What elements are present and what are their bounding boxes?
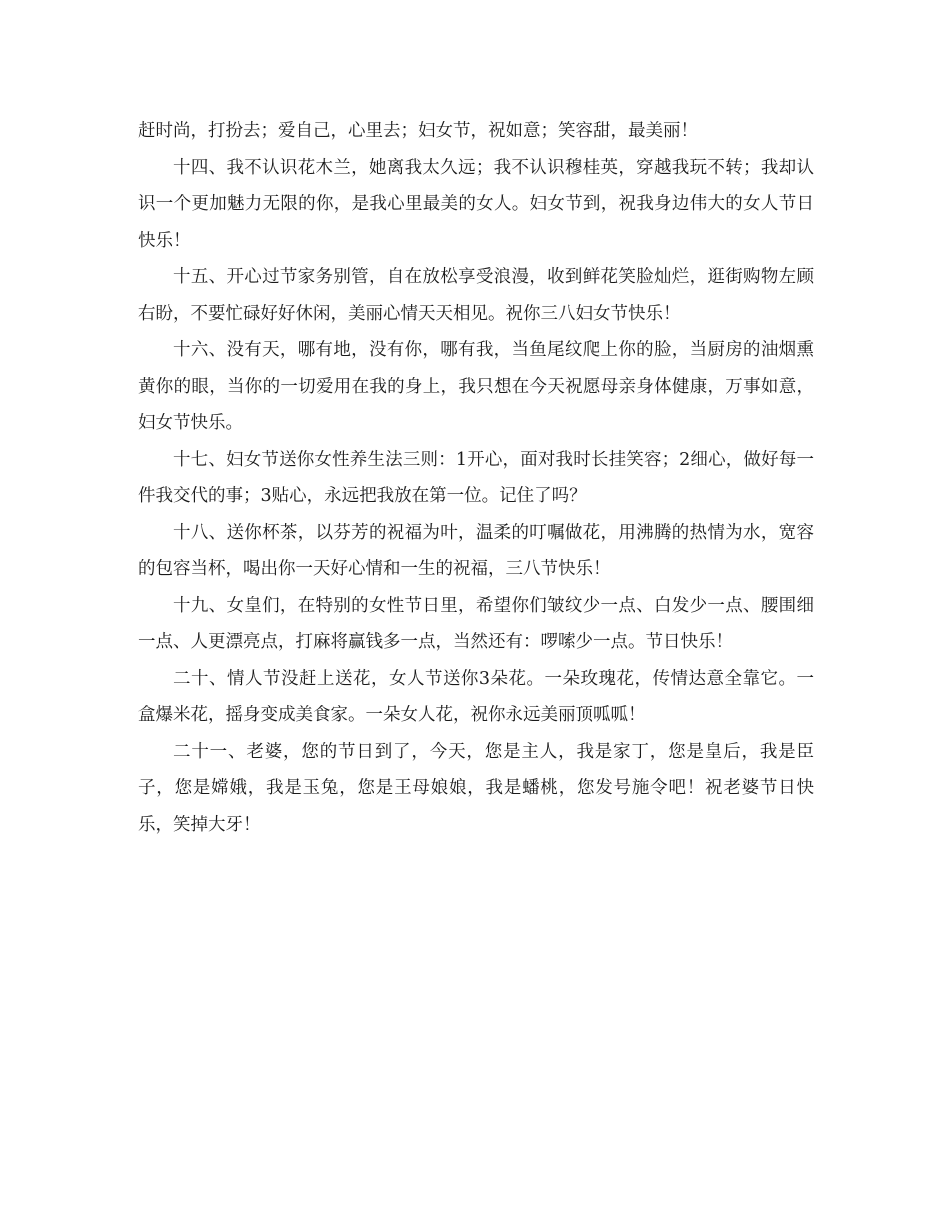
paragraph-19: 十九、女皇们，在特别的女性节日里，希望你们皱纹少一点、白发少一点、腰围细一点、人更漂亮点，打麻将赢钱多一点，当然还有：啰嗦少一点。节日快乐！ bbox=[138, 595, 814, 652]
paragraph-21: 二十一、老婆，您的节日到了，今天，您是主人，我是家丁，您是皇后，我是臣子，您是嫦娥，我是玉兔，您是王母娘娘，我是蟠桃，您发号施令吧！祝老婆节日快乐，笑掉大牙！ bbox=[138, 741, 814, 835]
paragraph-15: 十五、开心过节家务别管，自在放松享受浪漫，收到鲜花笑脸灿烂，逛街购物左顾右盼，不要忙碌好好休闲，美丽心情天天相见。祝你三八妇女节快乐！ bbox=[138, 267, 814, 324]
paragraph-16: 十六、没有天，哪有地，没有你，哪有我，当鱼尾纹爬上你的脸，当厨房的油烟熏黄你的眼，当你的一切爱用在我的身上，我只想在今天祝愿母亲身体健康，万事如意，妇女节快乐。 bbox=[138, 340, 814, 433]
document-body bbox=[138, 113, 814, 843]
paragraph-18: 十八、送你杯茶，以芬芳的祝福为叶，温柔的叮嘱做花，用沸腾的热情为水，宽容的包容当杯，喝出你一天好心情和一生的祝福，三八节快乐！ bbox=[138, 522, 814, 579]
paragraph-continuation: 赶时尚，打扮去；爱自己，心里去；妇女节，祝如意；笑容甜，最美丽！ bbox=[138, 121, 698, 141]
paragraph-20: 二十、情人节没赶上送花，女人节送你3朵花。一朵玫瑰花，传情达意全靠它。一盒爆米花，摇身变成美食家。一朵女人花，祝你永远美丽顶呱呱！ bbox=[138, 668, 814, 725]
paragraph-14: 十四、我不认识花木兰，她离我太久远；我不认识穆桂英，穿越我玩不转；我却认识一个更加魅力无限的你，是我心里最美的女人。妇女节到，祝我身边伟大的女人节日快乐！ bbox=[138, 157, 814, 251]
paragraph-17: 十七、妇女节送你女性养生法三则：1开心，面对我时长挂笑容；2细心，做好每一件我交代的事；3贴心，永远把我放在第一位。记住了吗？ bbox=[138, 449, 814, 506]
